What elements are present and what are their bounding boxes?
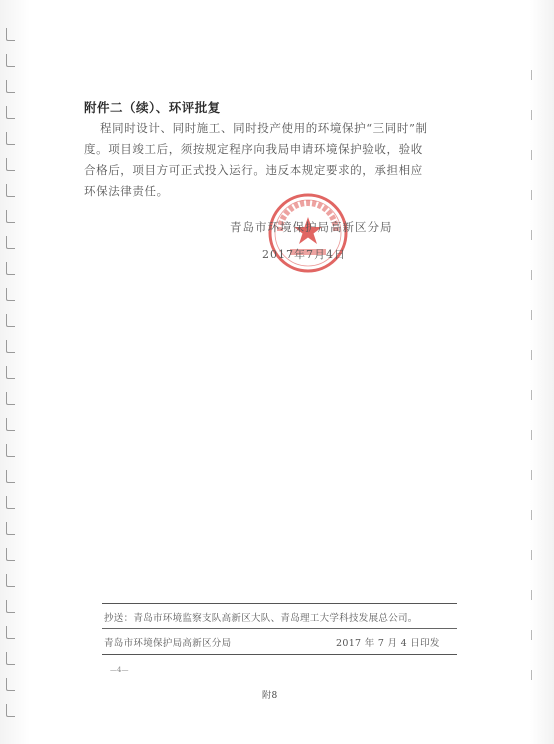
body-line: 度。项目竣工后，须按规定程序向我局申请环境保护验收，验收 [84, 142, 423, 156]
footer-issuer: 青岛市环境保护局高新区分局 [104, 638, 232, 649]
page-number: 附8 [262, 691, 278, 701]
body-line: 合格后，项目方可正式投入运行。违反本规定要求的，承担相应 [84, 163, 423, 177]
cc-list: 抄送：青岛市环境监察支队高新区大队、青岛理工大学科技发展总公司。 [104, 613, 418, 624]
approval-body-text [84, 118, 454, 202]
signature-date: 2017年7月4日 [262, 248, 346, 261]
body-line: 程同时设计、同时施工、同时投产使用的环境保护“三同时”制 [100, 121, 428, 135]
binder-edge-left [6, 28, 16, 718]
divider [102, 628, 457, 629]
inner-page-number: —4— [110, 666, 129, 674]
attachment-heading: 附件二（续）、环评批复 [84, 100, 221, 115]
binder-edge-right [527, 70, 533, 710]
issuing-authority: 青岛市环境保护局高新区分局 [230, 220, 393, 234]
body-line: 环保法律责任。 [84, 184, 169, 198]
footer-issue-date: 2017 年 7 月 4 日印发 [336, 638, 440, 649]
